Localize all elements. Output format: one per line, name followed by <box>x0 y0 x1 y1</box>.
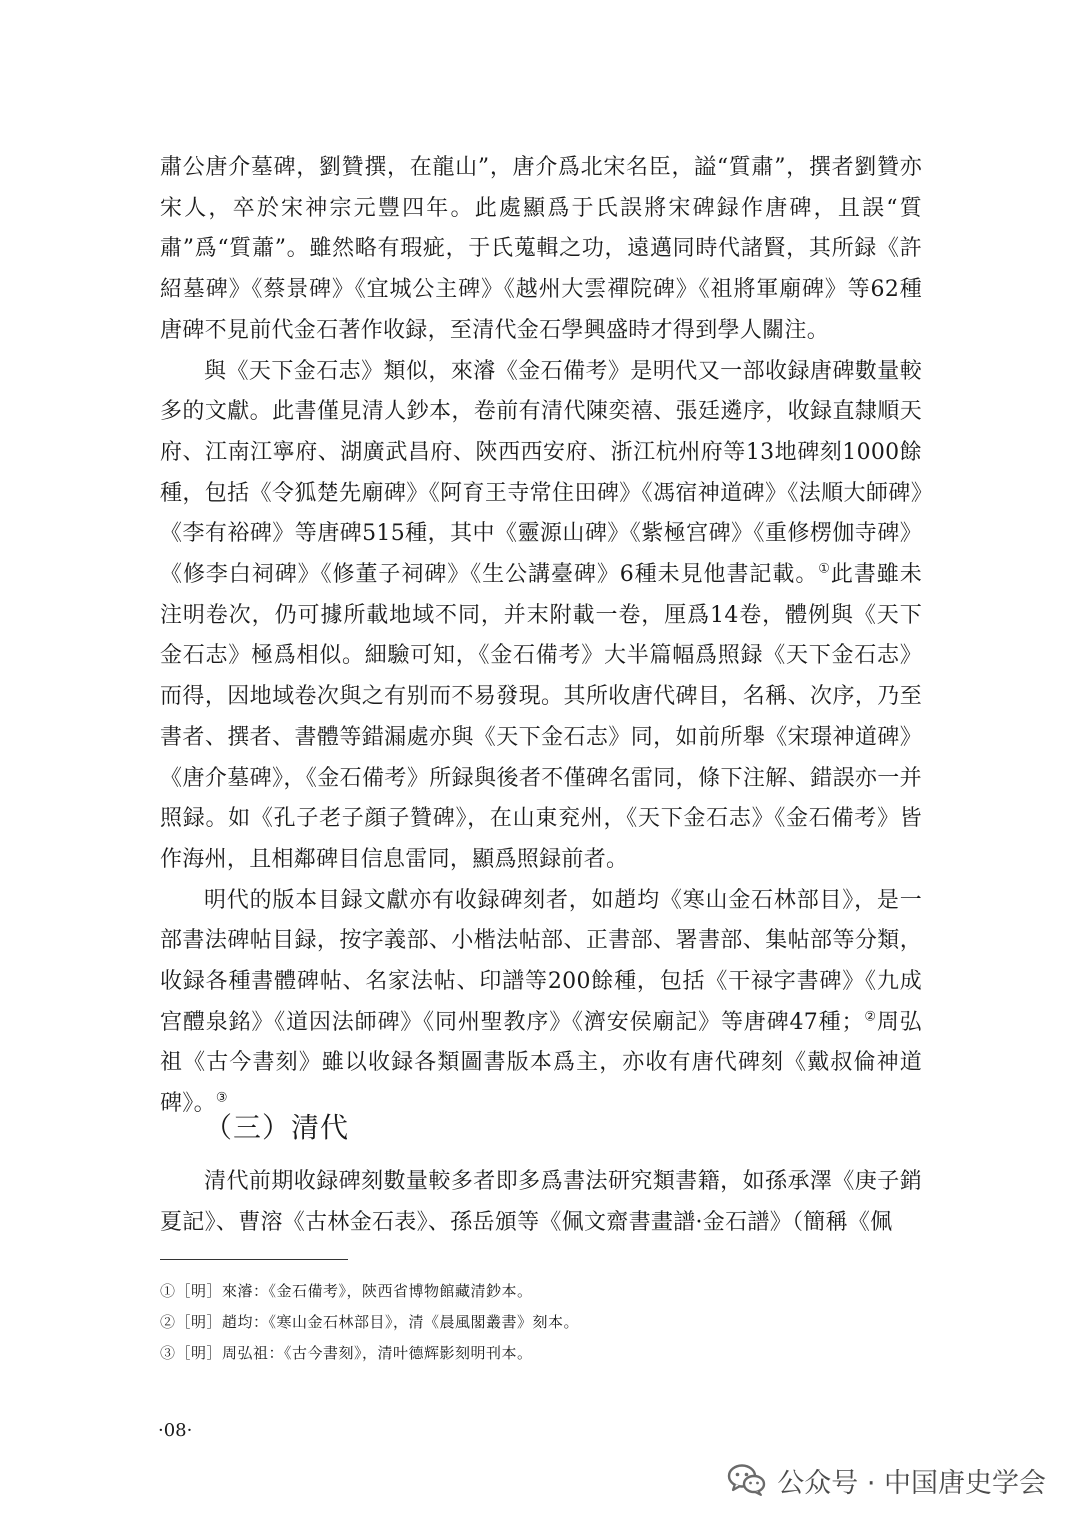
paragraph-3-text: 明代的版本目録文獻亦有收録碑刻者，如趙均《寒山金石林部目》，是一部書法碑帖目録，按字義部、小楷法帖部、正書部、署書部、集帖部等分類，收録各種書體碑帖、名家法帖、印譜等200餘種，包括《干禄字書碑》《九成宫醴泉銘》《道因法師碑》《同州聖教序》《濟安侯廟記》等唐碑47種； <box>160 887 922 1035</box>
watermark-text: 公众号 · 中国唐史学会 <box>777 1467 1046 1499</box>
section-heading: （三）清代 <box>204 1111 350 1144</box>
body-text-block <box>160 148 922 1125</box>
paragraph-2-text: 與《天下金石志》類似，來濬《金石備考》是明代又一部收録唐碑數量較多的文獻。此書僅見清人鈔本，卷前有清代陳奕禧、張廷遴序，收録直隸順天府、江南江寧府、湖廣武昌府、陝西西安府、浙江杭州府等13地碑刻1000餘種，包括《令狐楚先廟碑》《阿育王寺常住田碑》《馮宿神道碑》《法順大師碑》《李有裕碑》等唐碑515種，其中《靈源山碑》《紫極宫碑》《重修楞伽寺碑》《修李白祠碑》《修董子祠碑》《生公講臺碑》6種未見他書記載。 <box>160 358 922 588</box>
footnote-divider <box>160 1259 348 1260</box>
footnote-ref-1: ① <box>818 561 831 577</box>
footnote-3: ③［明］周弘祖：《古今書刻》，清叶德辉影刻明刊本。 <box>160 1344 533 1362</box>
footnote-ref-2: ② <box>863 1009 877 1025</box>
body-text-block-2 <box>160 1162 922 1243</box>
paragraph-1: 肅公唐介墓碑，劉贊撰，在龍山”，唐介爲北宋名臣，謚“質肅”，撰者劉贊亦宋人，卒於宋神宗元豐四年。此處顯爲于氏誤將宋碑録作唐碑，且誤“質肅”爲“質蕭”。雖然略有瑕疵，于氏蒐輯之功，遠邁同時代諸賢，其所録《許紹墓碑》《蔡景碑》《宜城公主碑》《越州大雲禪院碑》《祖將軍廟碑》等62種唐碑不見前代金石著作收録，至清代金石學興盛時才得到學人關注。 <box>160 155 922 343</box>
footnote-1: ①［明］來濬：《金石備考》，陝西省博物館藏清鈔本。 <box>160 1282 533 1300</box>
footnote-2: ②［明］趙均：《寒山金石林部目》，清《晨風閣叢書》刻本。 <box>160 1313 580 1331</box>
paragraph-4: 清代前期收録碑刻數量較多者即多爲書法研究類書籍，如孫承澤《庚子銷夏記》、曹溶《古林金石表》、孫岳頒等《佩文齋書畫譜·金石譜》（簡稱《佩 <box>160 1169 922 1235</box>
footnote-ref-3: ③ <box>215 1090 228 1106</box>
footnotes <box>160 1276 922 1369</box>
paragraph-2-continued: 此書雖未注明卷次，仍可據所載地域不同，并末附載一卷，厘爲14卷，體例與《天下金石志》極爲相似。細驗可知，《金石備考》大半篇幅爲照録《天下金石志》而得，因地域卷次與之有别而不易發現。其所收唐代碑目，名稱、次序，乃至書者、撰者、書體等錯漏處亦與《天下金石志》同，如前所舉《宋璟神道碑》《唐介墓碑》，《金石備考》所録與後者不僅碑名雷同，條下注解、錯誤亦一并照録。如《孔子老子顔子贊碑》，在山東兖州，《天下金石志》《金石備考》皆作海州，且相鄰碑目信息雷同，顯爲照録前者。 <box>160 562 923 872</box>
wechat-icon <box>727 1463 767 1497</box>
paragraph-2 <box>160 352 922 881</box>
page-number: ·08· <box>158 1420 193 1441</box>
paragraph-3-continued: 周弘祖《古今書刻》雖以收録各類圖書版本爲主，亦收有唐代碑刻《戴叔倫神道碑》。 <box>160 1009 922 1117</box>
watermark <box>727 1460 1046 1500</box>
paragraph-3 <box>160 881 922 1125</box>
